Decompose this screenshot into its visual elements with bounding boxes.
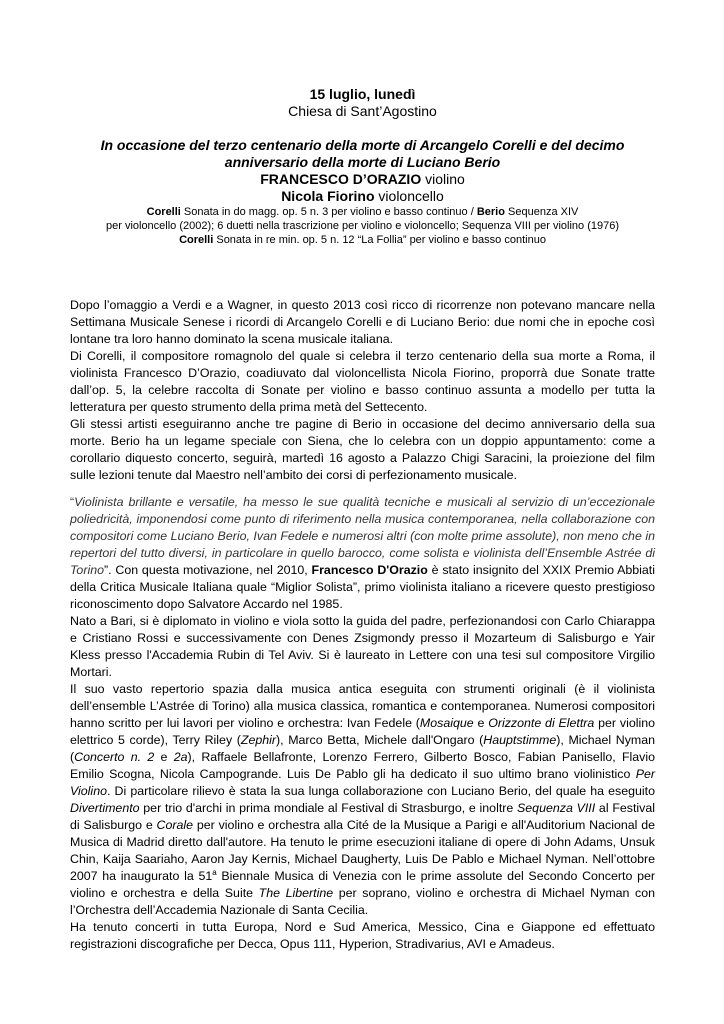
- program-line: [70, 205, 655, 219]
- event-venue: Chiesa di Sant’Agostino: [288, 103, 437, 119]
- rep-text: al Festival di Salisburgo e: [70, 801, 656, 832]
- intro-section: [70, 297, 655, 484]
- rep-text: per trio d'archi in prima mondiale al Festival di Strasburgo, e inoltre: [139, 801, 518, 815]
- work-title: Zephir: [240, 733, 277, 747]
- quote-close: ”. Con questa motivazione, nel 2010,: [103, 563, 312, 577]
- rep-text: e: [154, 750, 174, 764]
- performer-name: Nicola Fiorino: [281, 188, 375, 204]
- program-work: Sequenza XIV: [504, 206, 579, 218]
- paragraph: Ha tenuto concerti in tutta Europa, Nord e Sud America, Messico, Cina e Giappone ed effettuato registrazioni discografiche per Decca, Opus 111, Hyperion, Stradivarius, AVI e Amadeus.: [70, 920, 655, 951]
- work-title: Sequenza VIII: [517, 801, 596, 815]
- rep-text: ), Raffaele Bellafronte, Lorenzo Ferrero, Gilberto Bosco, Fabian Panisello, Flavio Emilio Scogna, Nicola Campogrande. Luis De Pablo gli ha dedicato il suo ultimo brano violinistico: [70, 750, 655, 781]
- paragraph: [70, 681, 655, 919]
- concert-program: [70, 205, 655, 247]
- work-title: Orizzonte di Elettra: [488, 716, 595, 730]
- rep-text: per violino e orchestra alla Cité de la Musique a Parigi e all'Auditorium Nacional de Musica di Madrid diretto dall'autore. Ha tenuto le prime esecuzioni italiane di opere di John Adams, Unsuk Chin, Kaija Saariaho, Aaron Jay Kernis, Michael Daugherty, Luis De Pablo e Michael Nyman. Nell’ottobre 2007 ha inaugurato la 51: [70, 818, 655, 883]
- work-title: The Libertine: [258, 886, 334, 900]
- ordinal-superscript: a: [212, 867, 217, 877]
- work-title: Hauptstimme: [483, 733, 557, 747]
- rep-text: . Di particolare rilievo è stata la sua lunga collaborazione con Luciano Berio, del quale ha eseguito: [106, 784, 655, 798]
- paragraph: Di Corelli, il compositore romagnolo del quale si celebra il terzo centenario della sua morte a Roma, il violinista Francesco D’Orazio, coadiuvato dal violoncellista Nicola Fiorino, proporrà due Sonate tratte dall’op. 5, la celebre raccolta di Sonate per violino e basso continuo assunta a modello per tutta la letteratura per questo strumento della prima metà del Settecento.: [70, 349, 655, 414]
- program-line: per violoncello (2002); 6 duetti nella trascrizione per violino e violoncello; Sequenza VIII per violino (1976): [105, 220, 619, 232]
- performer-instrument: violoncello: [374, 188, 444, 204]
- paragraph: Gli stessi artisti eseguiranno anche tre pagine di Berio in occasione del decimo anniversario della sua morte. Berio ha un legame speciale con Siena, che lo celebra con un doppio appuntamento: come a corollario diquesto concerto, seguirà, martedì 16 agosto a Palazzo Chigi Saracini, la proiezione del film sulle lezioni tenute dal Maestro nell’ambito dei corsi di perfezionamento musicale.: [70, 417, 655, 482]
- rep-text: per violino elettrico 5 corde), Terry Riley (: [70, 716, 656, 747]
- paragraph: [70, 494, 655, 613]
- event-date: 15 luglio, lunedì: [309, 86, 416, 102]
- event-occasion: In occasione del terzo centenario della morte di Arcangelo Corelli e del decimo anniversario della morte di Luciano Berio: [100, 137, 625, 170]
- artist-name: Francesco D'Orazio: [311, 563, 428, 577]
- composer-name: Corelli: [179, 234, 214, 246]
- performer-violin: [70, 171, 655, 188]
- award-text: è stato insignito del XXIX Premio Abbiati della Critica Musicale Italiana quale “Miglior Solista”, primo violinista italiano a ricevere questo prestigioso riconoscimento dopo Salvatore Accardo nel 1985.: [70, 563, 655, 611]
- award-quote: Violinista brillante e versatile, ha messo le sue qualità tecniche e musicali al servizio di un’eccezionale poliedricità, imponendosi come punto di riferimento nella musica contemporanea, nella collaborazione con compositori come Luciano Berio, Ivan Fedele e numerosi altri (con molte prime assolute), non meno che in repertori del tutto diversi, in particolare in quello barocco, come solista e violinista dell’Ensemble Astrée di Torino: [70, 495, 655, 577]
- biography-section: [70, 494, 655, 953]
- composer-name: Berio: [476, 206, 505, 218]
- work-title: Concerto n. 2: [74, 750, 155, 764]
- work-title: Mosaique: [419, 716, 474, 730]
- rep-text: ), Michael Nyman (: [70, 733, 656, 764]
- program-work: Sonata in do magg. op. 5 n. 3 per violino e basso continuo /: [180, 206, 477, 218]
- rep-text: Biennale Musica di Venezia con le prime assolute del Secondo Concerto per violino e orchestra e della Suite: [70, 869, 655, 900]
- composer-name: Corelli: [146, 206, 181, 218]
- work-title: Corale: [156, 818, 194, 832]
- program-work: Sonata in re min. op. 5 n. 12 “La Follia” per violino e basso continuo: [213, 234, 546, 246]
- performer-name: FRANCESCO D’ORAZIO: [260, 171, 422, 187]
- work-title: Divertimento: [70, 801, 140, 815]
- rep-text: Il suo vasto repertorio spazia dalla musica antica eseguita con strumenti originali (è il violinista dell’ensemble L’Astrée di Torino) alla musica classica, romantica e contemporanea. Numerosi compositori hanno scritto per lui lavori per violino e orchestra: Ivan Fedele (: [70, 682, 655, 730]
- performer-instrument: violino: [421, 171, 465, 187]
- work-title: 2a: [173, 750, 188, 764]
- rep-text: ), Marco Betta, Michele dall'Ongaro (: [276, 733, 484, 747]
- work-title: Per Violino: [70, 767, 655, 798]
- quote-mark: “: [70, 495, 75, 509]
- program-line: [70, 233, 655, 247]
- paragraph: Nato a Bari, si è diplomato in violino e viola sotto la guida del padre, perfezionandosi con Carlo Chiarappa e Cristiano Rossi e successivamente con Denes Zsigmondy presso il Mozarteum di Salisburgo e Yair Kless presso l'Accademia Rubin di Tel Aviv. Si è laureato in Lettere con una tesi sul compositore Virgilio Mortari.: [70, 614, 655, 679]
- rep-text: e: [473, 716, 489, 730]
- performer-cello: [70, 188, 655, 205]
- paragraph: Dopo l’omaggio a Verdi e a Wagner, in questo 2013 così ricco di ricorrenze non potevano mancare nella Settimana Musicale Senese i ricordi di Arcangelo Corelli e di Luciano Berio: due nomi che in epoche così lontane tra loro hanno dominato la scena musicale italiana.: [70, 298, 655, 346]
- rep-text: per soprano, violino e orchestra di Michael Nyman con l’Orchestra dell’Accademia Nazionale di Santa Cecilia.: [70, 886, 656, 917]
